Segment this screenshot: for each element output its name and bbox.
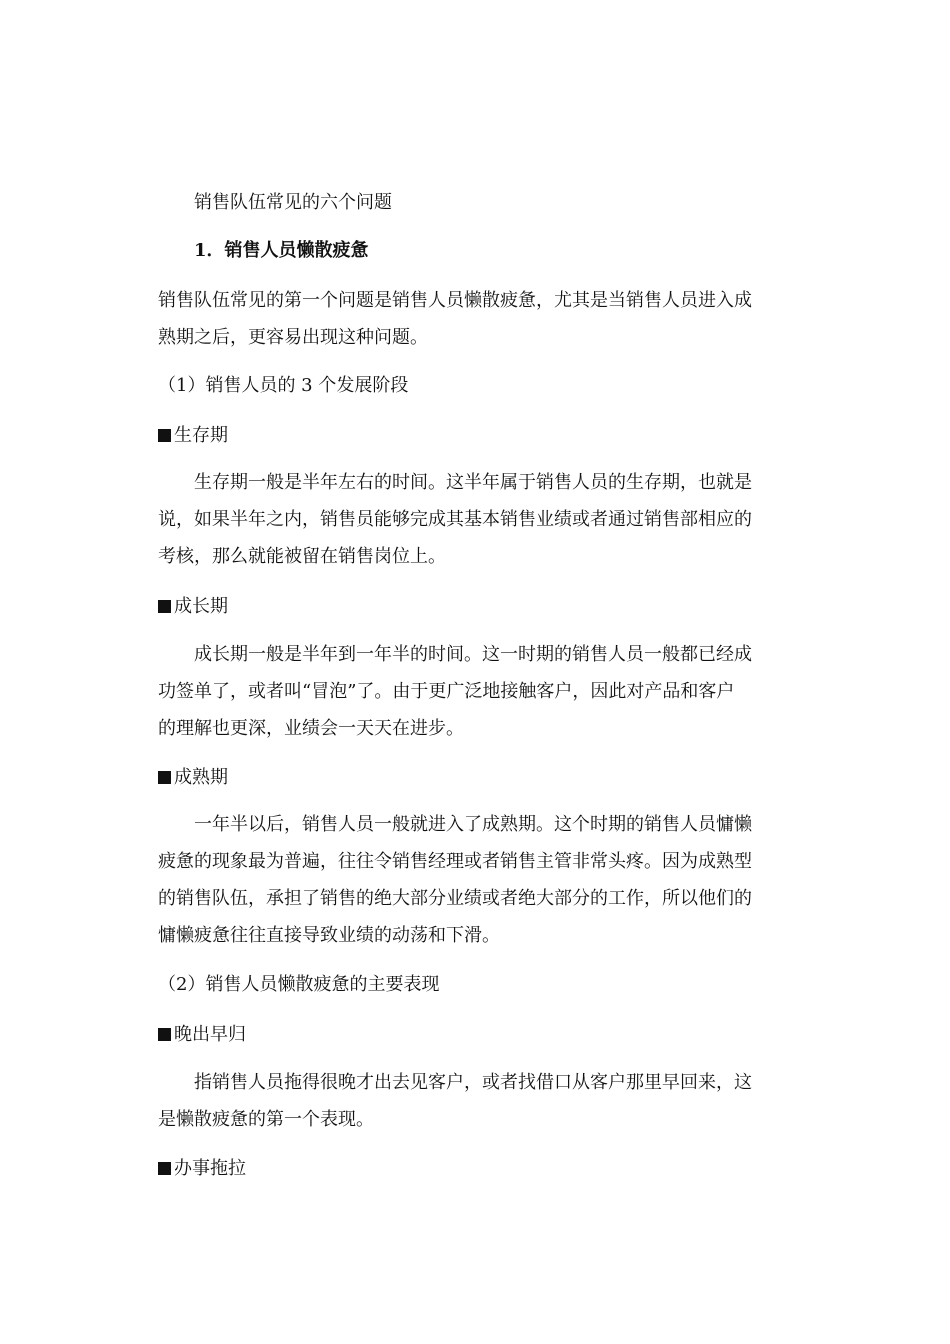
paragraph-line: 是懒散疲惫的第一个表现。 xyxy=(158,1109,374,1130)
square-bullet-icon xyxy=(158,600,171,613)
paragraph-line: 考核，那么就能被留在销售岗位上。 xyxy=(158,546,446,567)
bullet-label: 生存期 xyxy=(174,425,228,446)
document-title: 销售队伍常见的六个问题 xyxy=(194,192,392,213)
bullet-heading-survival xyxy=(158,417,794,454)
paragraph-line: 指销售人员拖得很晚才出去见客户，或者找借口从客户那里早回来，这 xyxy=(194,1072,752,1093)
bullet-heading-late-early xyxy=(158,1016,794,1053)
square-bullet-icon xyxy=(158,1162,171,1175)
bullet-label: 办事拖拉 xyxy=(174,1158,246,1179)
bullet-label: 成熟期 xyxy=(174,767,228,788)
section-heading: 1．销售人员懒散疲惫 xyxy=(194,240,369,261)
square-bullet-icon xyxy=(158,771,171,784)
paragraph-line: 功签单了，或者叫“冒泡”了。由于更广泛地接触客户，因此对产品和客户 xyxy=(158,681,735,702)
paragraph-line: 生存期一般是半年左右的时间。这半年属于销售人员的生存期，也就是 xyxy=(194,472,752,493)
paragraph-line: 一年半以后，销售人员一般就进入了成熟期。这个时期的销售人员慵懒 xyxy=(194,814,752,835)
subsection-heading-signs: （2）销售人员懒散疲惫的主要表现 xyxy=(158,974,440,995)
paragraph-line: 说，如果半年之内，销售员能够完成其基本销售业绩或者通过销售部相应的 xyxy=(158,509,752,530)
paragraph-line: 成长期一般是半年到一年半的时间。这一时期的销售人员一般都已经成 xyxy=(194,644,752,665)
paragraph-line: 疲惫的现象最为普遍，往往令销售经理或者销售主管非常头疼。因为成熟型 xyxy=(158,851,752,872)
square-bullet-icon xyxy=(158,429,171,442)
paragraph-line: 的销售队伍，承担了销售的绝大部分业绩或者绝大部分的工作，所以他们的 xyxy=(158,888,752,909)
bullet-label: 晚出早归 xyxy=(174,1024,246,1045)
bullet-heading-procrastination xyxy=(158,1150,794,1187)
paragraph-line: 慵懒疲惫往往直接导致业绩的动荡和下滑。 xyxy=(158,925,500,946)
intro-line-2: 熟期之后，更容易出现这种问题。 xyxy=(158,327,428,348)
square-bullet-icon xyxy=(158,1028,171,1041)
subsection-heading-stages: （1）销售人员的 3 个发展阶段 xyxy=(158,375,409,396)
intro-line-1: 销售队伍常见的第一个问题是销售人员懒散疲惫，尤其是当销售人员进入成 xyxy=(158,290,752,311)
bullet-label: 成长期 xyxy=(174,596,228,617)
bullet-heading-growth xyxy=(158,588,794,625)
paragraph-line: 的理解也更深，业绩会一天天在进步。 xyxy=(158,718,464,739)
bullet-heading-maturity xyxy=(158,759,794,796)
